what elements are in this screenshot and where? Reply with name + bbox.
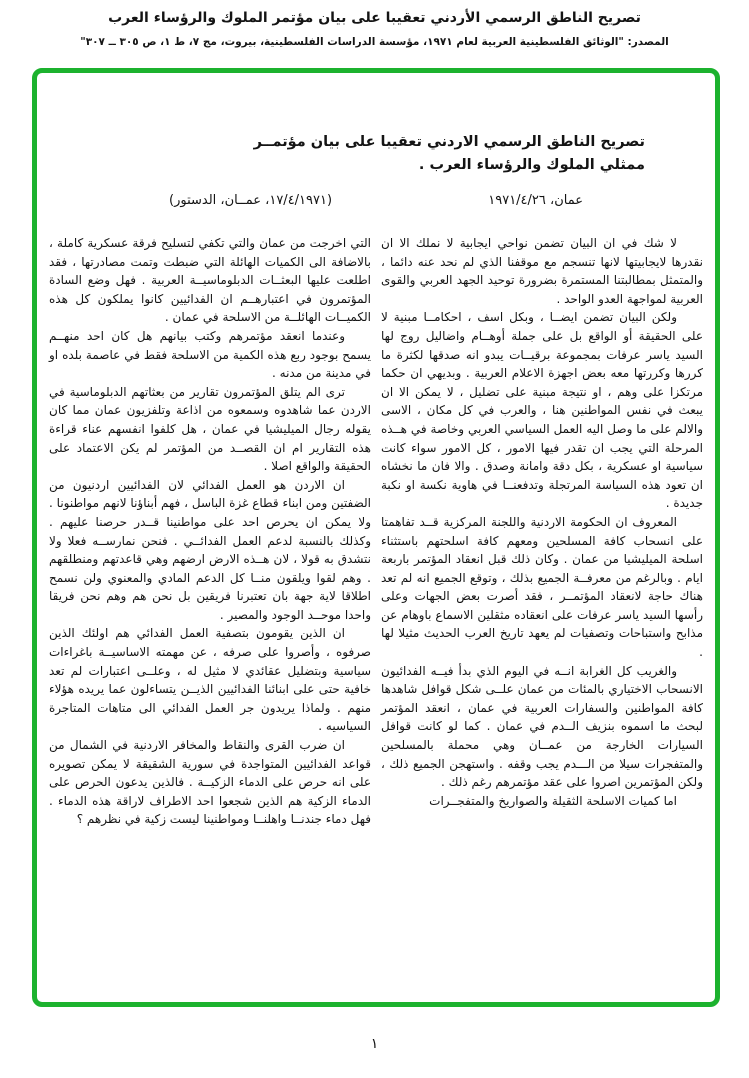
paragraph: ترى الم يتلق المؤتمرون تقارير من بعثاتهم الدبلوماسية في الاردن عما شاهدوه وسمعوه من اذاعة وتلفزيون عمان مما كان يقوله رجال الميليشيا في عمان ، هل كلفوا انفسهم عناء قراءة هذه التقارير ام ان القصــد من المؤتمر لم يكن الاعتماد على الحقيقة والواقع اصلا . xyxy=(49,384,371,474)
dateline-place-date: عمان، ١٩٧١/٤/٢٦ xyxy=(488,193,583,208)
document-title-line2: ممثلي الملوك والرؤساء العرب . xyxy=(418,157,645,173)
column-right xyxy=(381,234,703,829)
page-number: ١ xyxy=(370,1036,379,1052)
body-columns xyxy=(49,234,703,829)
document-title-line1: تصريح الناطق الرسمي الاردني تعقيبا على بيان مؤتمــر xyxy=(253,134,645,150)
paragraph-continuation: التي اخرجت من عمان والتي تكفي لتسليح فرقة عسكرية كاملة ، بالاضافة الى الكميات الهائلة التي ضبطت وتمت مصادرتها ، فقد اطلعت عليها البعثــات الدبلوماسيــة العربية . فهل وضع السادة المؤتمرون في اعتبارهــم ان الفدائيين كانوا يملكون كل هذه الكميــات الهائلــة من الاسلحة في عمان . xyxy=(49,236,371,325)
dateline xyxy=(169,192,583,209)
paragraph: اما كميات الاسلحة الثقيلة والصواريخ والمتفجــرات xyxy=(429,793,677,808)
paragraph: ان الذين يقومون بتصفية العمل الفدائي هم اولئك الذين صرفوه ، وأصروا على صرفه ، عن مهمته الاساسيــة باغراءات سياسية وبتضليل عقائدي لا مثيل له ، وعلــى اعتبارات لم تعد خافية حتى على ابنائنا الفدائيين الذيــن يتساءلون عما يريده هؤلاء منهم . ولماذا يريدون جر العمل الفدائي الى متاهات المتاجرة السياسيه . xyxy=(49,626,371,734)
document-highlight-box xyxy=(32,68,720,1007)
column-left xyxy=(49,234,371,829)
document-title xyxy=(49,131,645,177)
page-header-title: تصريح الناطق الرسمي الأردني تعقيبا على بيان مؤتمر الملوك والرؤساء العرب xyxy=(108,10,641,26)
paragraph: وعندما انعقد مؤتمرهم وكتب بيانهم هل كان احد منهــم يسمح بوجود ربع هذه الكمية من الاسلحة فقط في عاصمة بلده او في مدينة من مدنه . xyxy=(49,328,371,381)
paragraph: ان ضرب القرى والنقاط والمخافر الاردنية في الشمال من قواعد الفدائيين المتواجدة في سورية الشقيقة لا يمكن تصويره على انه حرص على الدماء الزكيــة . فالذين يدعون الحرص على الدماء الزكية هم الذين شجعوا احد الاطراف لاراقة هذه الدماء . فهل دماء جندنــا واهلنــا ومواطنينا ليست زكية في نظرهم ؟ xyxy=(49,738,371,827)
paragraph: المعروف ان الحكومة الاردنية واللجنة المركزية قــد تفاهمتا على انسحاب كافة المسلحين ومعهم كافة اسلحتهم باستثناء اسلحة الميليشيا من عمان . وكان ذلك قبل انعقاد المؤتمر باربعة ايام . وبالرغم من معرفــة الجميع بذلك ، وتوقع الجميع انه لم تعد هناك حاجة لانعقاد المؤتمــر ، فقد أصرت بعض الجهات وعلى رأسها السيد ياسر عرفات على انعقاده مثقلين الاسماع باوهام عن مذابح واستباحات وتصفيات لم يعهد تاريخ العرب الحديث مثيلا لها . xyxy=(381,514,703,660)
paragraph: لا شك في ان البيان تضمن نواحي ايجابية لا نملك الا ان نقدرها لايجابيتها لانها تنسجم مع موقفنا الذي لم نحد عنه دائما ، والمتمثل بمطالبتنا المستمرة بضرورة توحيد الجهد العربي والقوى العربية لمواجهة العدو الواحد . xyxy=(381,236,703,306)
paragraph: ولكن البيان تضمن ايضــا ، وبكل اسف ، احكامــا مبنية لا على الحقيقة أو الواقع بل على جملة أوهــام واضاليل روج لها السيد ياسر عرفات بمجموعة برقيــات يبدو انه صدقها لكثرة ما كررها وكررتها معه بعض اجهزة الاعلام العربية . وبديهي ان حكما مرتكزا على وهم ، او نتيجة مبنية على تضليل ، لا يمكن الا ان يبعث في نفس المواطنين هنا ، والعرب في كل مكان ، الاسى والالم على ما وصل اليه العمل السياسي العربي وخاصة في هــذه المرحلة التي يجب ان تقدر فيها الامور ، كل الامور سواء كانت سياسية او عسكرية ، بكل دقة وامانة وصدق . والا فان ما نخشاه ان تعود هذه السياسة المرتجلة وتدفعنــا في هاوية نكسة او نكبة جديدة . xyxy=(381,310,703,511)
paragraph: والغريب كل الغرابة انــه في اليوم الذي بدأ فيــه الفدائيون الانسحاب الاختياري بالمئات من عمان علــى شكل قوافل شاهدها كافة المواطنين والسفارات العربية في عمان ، انعقد المؤتمر لبحث ما اسموه بنزيف الــدم في عمان . كما لو كانت قوافل السيارات الخارجة من عمــان وهي محملة بالمسلحين والمتفجرات سيلا من الـــدم يجب وقفه . واستهجن الجميع ذلك ، ولكن المؤتمرين اصروا على عقد مؤتمرهم رغم ذلك . xyxy=(381,663,703,790)
page-header-source: المصدر: "الوثائق الفلسطينية العربية لعام ١٩٧١، مؤسسة الدراسات الفلسطينية، بيروت، مج ٧، ط ١، ص ٣٠٥ ــ ٣٠٧" xyxy=(80,36,669,48)
paragraph: ان الاردن هو العمل الفدائي لان الفدائيين اردنيون من الضفتين ومن ابناء قطاع غزة الباسل ، فهم أبناؤنا لانهم مواطنونا . ولا يمكن ان يحرص احد على مواطنينا قــدر حرصنا عليهم . وكذلك بالنسبة لدعم العمل الفدائــي . فنحن نمارســه فعلا ولا نتشدق به قولا ، لان هــذه الارض ارضهم وهي قاعدتهم ومنطلقهم . وهم لقوا ويلقون منــا كل الدعم المادي والمعنوي ولن نسمح اطلاقا لاية جهة بان تعتبرنا فريقين بل نحن هم وهم نحن فريقا واحدا موحــد الوجود والمصير . xyxy=(49,477,371,622)
dateline-citation: (١٧/٤/١٩٧١، عمــان، الدستور) xyxy=(169,193,333,208)
